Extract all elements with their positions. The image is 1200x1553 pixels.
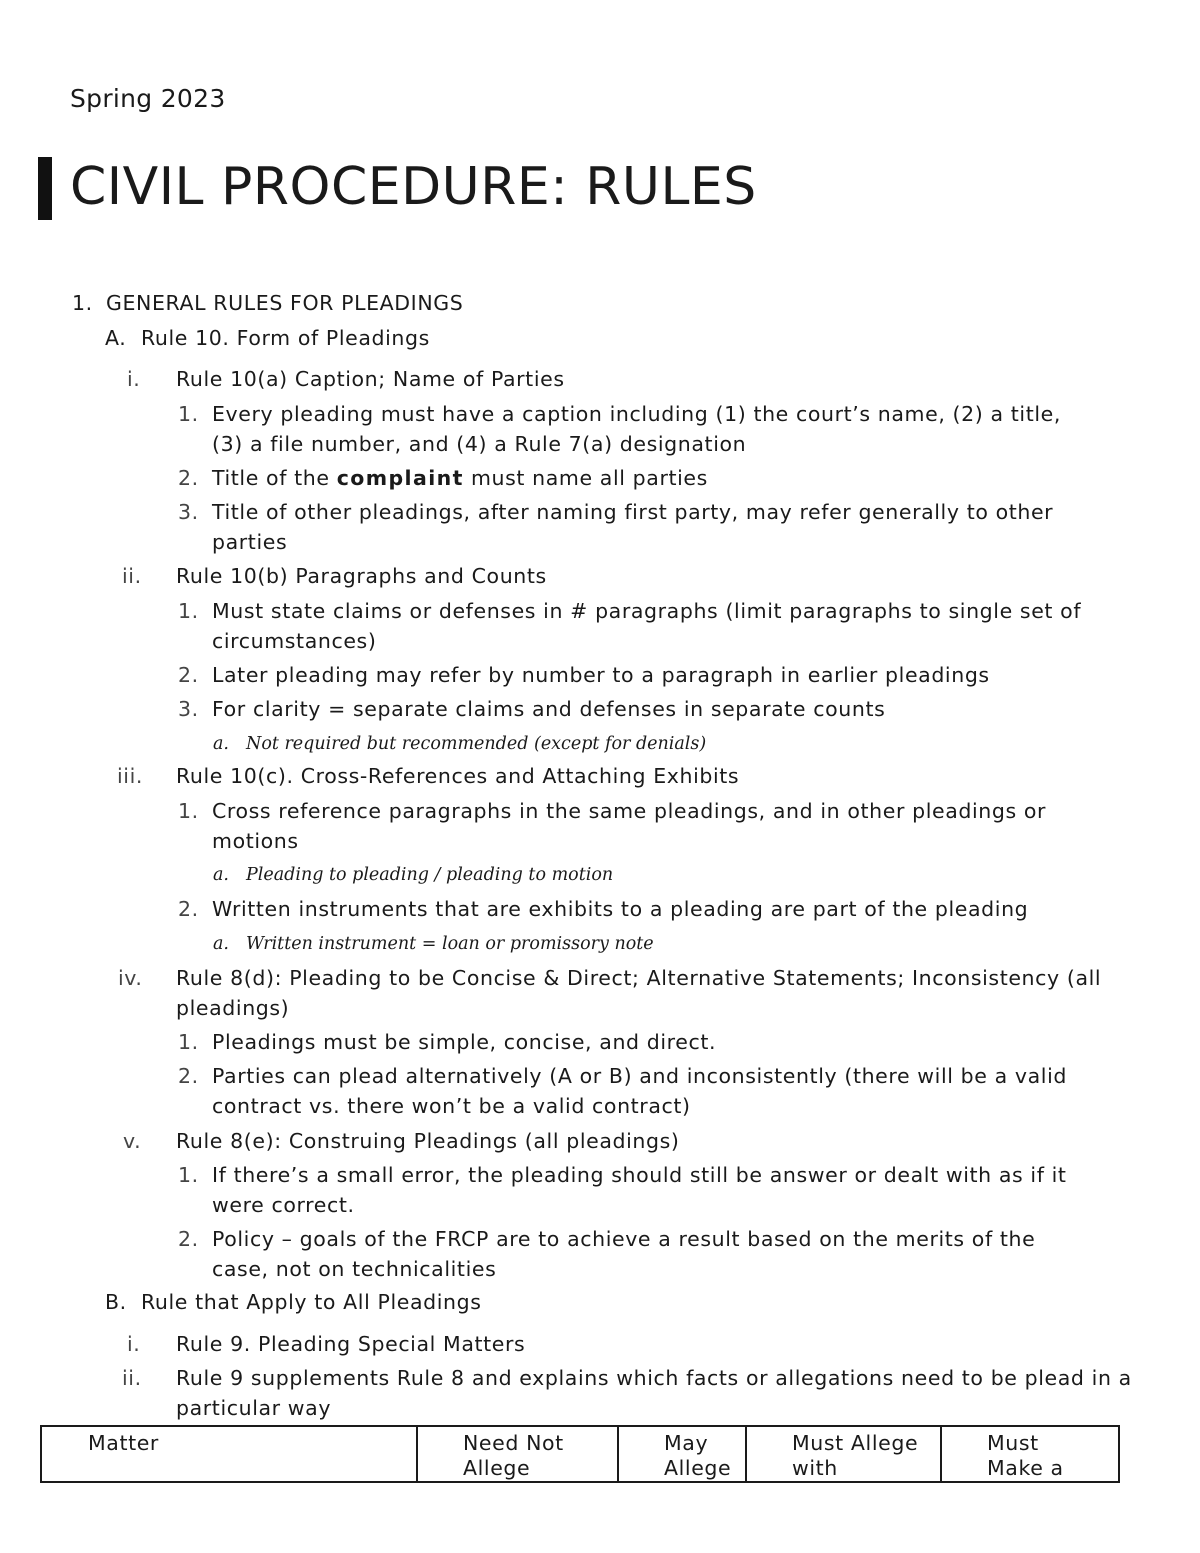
header-text: Matter [88, 1431, 159, 1455]
section-heading-text: GENERAL RULES FOR PLEADINGS [106, 291, 464, 315]
list-roman: v. [123, 1129, 142, 1153]
rule-10a-text: Rule 10(a) Caption; Name of Parties [176, 367, 565, 391]
list-item-text: Cross reference paragraphs in the same pleadings, and in other pleadings or [212, 799, 1047, 823]
pleading-matters-table [40, 1425, 1120, 1483]
header-text: May [664, 1431, 709, 1455]
bold-term: complaint [336, 466, 464, 490]
list-roman: ii. [122, 1366, 142, 1390]
rule-9-supplement-text: Rule 9 supplements Rule 8 and explains which facts or allegations need to be plead in a [176, 1366, 1132, 1390]
list-roman: i. [127, 367, 141, 391]
list-number: 1. [178, 402, 199, 426]
list-item-continuation: were correct. [212, 1193, 355, 1217]
list-item-continuation: case, not on technicalities [212, 1257, 497, 1281]
list-letter: a. [213, 734, 229, 754]
header-text: Allege [664, 1456, 732, 1480]
rule-10b-text: Rule 10(b) Paragraphs and Counts [176, 564, 547, 588]
list-item-text: Later pleading may refer by number to a paragraph in earlier pleadings [212, 663, 990, 687]
list-letter: a. [213, 865, 229, 885]
list-number: 2. [178, 1227, 199, 1251]
list-roman: iii. [117, 764, 144, 788]
list-number: 2. [178, 466, 199, 490]
list-number: 3. [178, 500, 199, 524]
note-text: Written instrument = loan or promissory note [246, 934, 654, 954]
list-item-text: Parties can plead alternatively (A or B) and inconsistently (there will be a valid [212, 1064, 1067, 1088]
header-text: Need Not [463, 1431, 564, 1455]
header-text: Make a [987, 1456, 1064, 1480]
list-item-continuation: contract vs. there won’t be a valid contract) [212, 1094, 691, 1118]
list-item-text: Written instruments that are exhibits to a pleading are part of the pleading [212, 897, 1029, 921]
list-item-continuation: motions [212, 829, 299, 853]
rule-10c-text: Rule 10(c). Cross-References and Attaching Exhibits [176, 764, 740, 788]
subsection-text: Rule that Apply to All Pleadings [141, 1290, 482, 1314]
list-item-continuation: circumstances) [212, 629, 377, 653]
rule-8d-text: Rule 8(d): Pleading to be Concise & Direct; Alternative Statements; Inconsistency (all [176, 966, 1102, 990]
page-subtitle: Spring 2023 [70, 84, 226, 113]
list-item-continuation: parties [212, 530, 288, 554]
note-text: Pleading to pleading / pleading to motion [246, 865, 614, 885]
rule-8e-text: Rule 8(e): Construing Pleadings (all pleadings) [176, 1129, 680, 1153]
list-item-continuation: particular way [176, 1396, 332, 1420]
list-number: 1. [178, 599, 199, 623]
table-header-cell [41, 1426, 417, 1482]
text-run: Title of the [212, 466, 337, 490]
list-number: 2. [178, 897, 199, 921]
list-number: 2. [178, 1064, 199, 1088]
list-number: 1. [72, 291, 93, 315]
table-header-cell [941, 1426, 1119, 1482]
list-roman: i. [127, 1332, 141, 1356]
table-header-row [41, 1426, 1119, 1482]
table-header-cell [618, 1426, 746, 1482]
list-number: 1. [178, 799, 199, 823]
header-text: with [792, 1456, 838, 1480]
list-roman: ii. [122, 564, 142, 588]
list-number: 1. [178, 1163, 199, 1187]
list-item-text: Pleadings must be simple, concise, and direct. [212, 1030, 717, 1054]
list-roman: iv. [118, 966, 143, 990]
page-title: CIVIL PROCEDURE: RULES [70, 157, 757, 217]
list-item-continuation: (3) a file number, and (4) a Rule 7(a) designation [212, 432, 747, 456]
note-text: Not required but recommended (except for denials) [246, 734, 707, 754]
list-item-text: Title of other pleadings, after naming first party, may refer generally to other [212, 500, 1054, 524]
list-item-continuation: pleadings) [176, 996, 290, 1020]
list-number: 2. [178, 663, 199, 687]
list-number: 3. [178, 697, 199, 721]
text-run: must name all parties [463, 466, 708, 490]
subsection-text: Rule 10. Form of Pleadings [141, 326, 430, 350]
list-item-text: Every pleading must have a caption including (1) the court’s name, (2) a title, [212, 402, 1061, 426]
list-item-text: For clarity = separate claims and defenses in separate counts [212, 697, 886, 721]
list-item-text: Must state claims or defenses in # paragraphs (limit paragraphs to single set of [212, 599, 1082, 623]
list-item-text: If there’s a small error, the pleading should still be answer or dealt with as if it [212, 1163, 1067, 1187]
list-item-text [212, 463, 708, 493]
table-header-cell [417, 1426, 618, 1482]
list-number: 1. [178, 1030, 199, 1054]
list-item-text: Policy – goals of the FRCP are to achieve a result based on the merits of the [212, 1227, 1036, 1251]
heading-bar [38, 157, 52, 220]
header-text: Must Allege [792, 1431, 919, 1455]
table-header-cell [746, 1426, 941, 1482]
list-letter: a. [213, 934, 229, 954]
list-letter: B. [105, 1290, 127, 1314]
header-text: Must [987, 1431, 1039, 1455]
rule-9-text: Rule 9. Pleading Special Matters [176, 1332, 526, 1356]
list-letter: A. [105, 326, 127, 350]
header-text: Allege [463, 1456, 531, 1480]
